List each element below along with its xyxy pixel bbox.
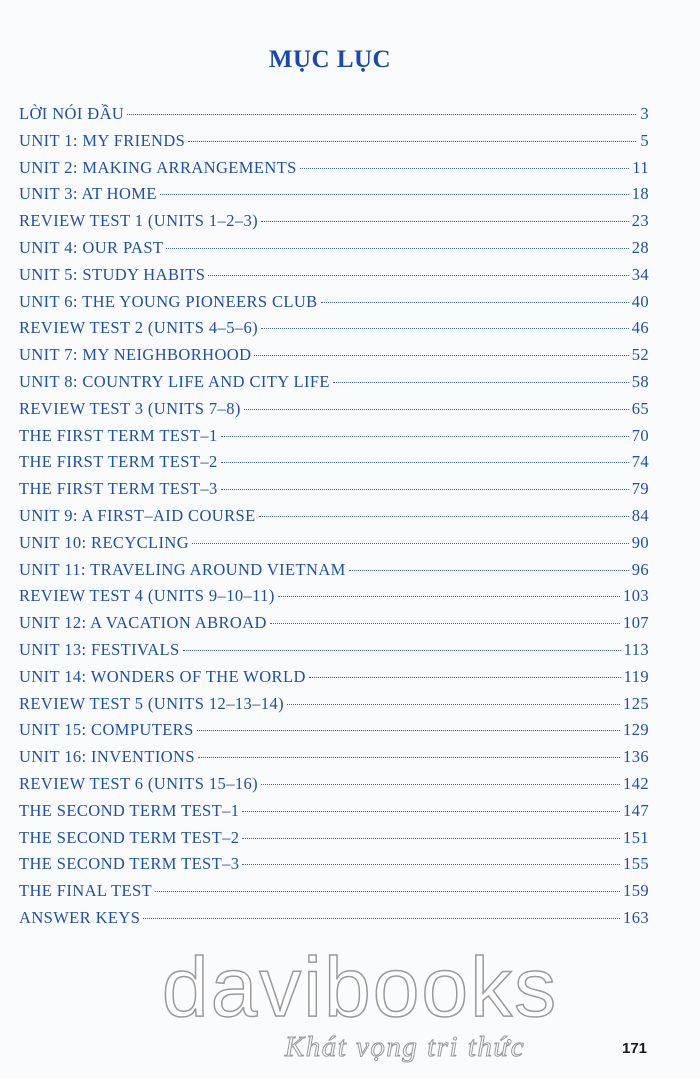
toc-entry (19, 720, 649, 747)
dot-leader (309, 677, 621, 678)
dot-leader (192, 543, 629, 544)
toc-entry-title: UNIT 10: RECYCLING (19, 532, 190, 552)
toc-entry-page-number: 147 (623, 800, 649, 820)
toc-entry (19, 318, 649, 345)
dot-leader (221, 436, 629, 437)
toc-entry-title: UNIT 5: STUDY HABITS (19, 264, 206, 284)
toc-entry (19, 479, 649, 506)
dot-leader (160, 194, 629, 195)
dot-leader (333, 382, 629, 383)
toc-entry-page-number: 52 (631, 345, 649, 365)
publisher-watermark (150, 940, 570, 1063)
dot-leader (244, 409, 629, 410)
page-number: 171 (622, 1040, 648, 1057)
dot-leader (155, 891, 620, 892)
dot-leader (261, 328, 629, 329)
toc-entry (19, 533, 649, 560)
toc-entry-page-number: 18 (631, 184, 649, 204)
toc-entry-page-number: 129 (623, 720, 649, 740)
toc-entry-page-number: 142 (623, 773, 649, 793)
toc-entry-title: UNIT 14: WONDERS OF THE WORLD (19, 666, 306, 686)
dot-leader (198, 757, 620, 758)
toc-entry-title: UNIT 2: MAKING ARRANGEMENTS (19, 157, 297, 177)
dot-leader (221, 489, 629, 490)
watermark-brand: davibooks (161, 940, 559, 1034)
toc-entry-title: THE SECOND TERM TEST–2 (19, 827, 240, 847)
dot-leader (242, 838, 620, 839)
toc-entry-title: LỜI NÓI ĐẦU (19, 104, 125, 123)
toc-entry-page-number: 3 (640, 104, 649, 123)
toc-entry-page-number: 40 (631, 291, 649, 311)
toc-entry-title: THE SECOND TERM TEST–3 (19, 854, 240, 874)
dot-leader (197, 730, 620, 731)
toc-entry-page-number: 107 (623, 613, 649, 633)
dot-leader (166, 248, 628, 249)
toc-entry-page-number: 46 (631, 318, 649, 338)
toc-entry-page-number: 34 (631, 264, 649, 284)
toc-entry-page-number: 23 (631, 211, 649, 231)
toc-entry (19, 747, 649, 774)
toc-entry-title: UNIT 16: INVENTIONS (19, 747, 195, 767)
toc-entry (19, 828, 649, 855)
toc-entry-page-number: 70 (631, 425, 649, 445)
toc-entry (19, 613, 649, 640)
toc-entry (19, 667, 649, 694)
toc-entry (19, 345, 649, 372)
toc-entry (19, 131, 649, 158)
toc-entry-title: REVIEW TEST 3 (UNITS 7–8) (19, 398, 241, 418)
toc-entry-title: UNIT 3: AT HOME (19, 184, 157, 204)
dot-leader (321, 302, 629, 303)
toc-entry (19, 104, 649, 131)
toc-entry (19, 452, 649, 479)
toc-entry-page-number: 151 (623, 827, 649, 847)
toc-entry (19, 399, 649, 426)
toc-entry-title: THE SECOND TERM TEST–1 (19, 800, 240, 820)
toc-entry (19, 238, 649, 265)
toc-entry-title: REVIEW TEST 1 (UNITS 1–2–3) (19, 211, 259, 231)
toc-entry-title: REVIEW TEST 5 (UNITS 12–13–14) (19, 693, 284, 713)
toc-entry-title: UNIT 7: MY NEIGHBORHOOD (19, 345, 252, 365)
dot-leader (208, 275, 628, 276)
toc-entry (19, 586, 649, 613)
toc-entry (19, 774, 649, 801)
dot-leader (242, 811, 620, 812)
toc-entry-title: THE FINAL TEST (19, 881, 153, 901)
toc-entry-page-number: 90 (631, 532, 649, 552)
toc-entry-page-number: 84 (631, 505, 649, 525)
toc-entry (19, 372, 649, 399)
dot-leader (300, 168, 630, 169)
toc-entry-title: UNIT 11: TRAVELING AROUND VIETNAM (19, 559, 346, 579)
toc-entry (19, 211, 649, 238)
toc-entry (19, 506, 649, 533)
toc-entry-page-number: 58 (631, 371, 649, 391)
dot-leader (278, 596, 620, 597)
toc-entry-title: UNIT 4: OUR PAST (19, 237, 164, 257)
toc-entry-page-number: 5 (640, 130, 649, 150)
dot-leader (188, 141, 636, 142)
toc-entry-title: THE FIRST TERM TEST–1 (19, 425, 218, 445)
toc-entry-page-number: 163 (623, 907, 649, 927)
dot-leader (127, 114, 636, 115)
toc-entry-page-number: 28 (631, 237, 649, 257)
toc-entry (19, 426, 649, 453)
toc-entry-title: UNIT 12: A VACATION ABROAD (19, 613, 267, 633)
toc-entry-page-number: 159 (623, 881, 649, 901)
toc-entry (19, 560, 649, 587)
toc-entry (19, 694, 649, 721)
dot-leader (261, 221, 629, 222)
toc-entry (19, 854, 649, 881)
toc-entry-page-number: 103 (623, 586, 649, 606)
toc-entry-page-number: 113 (623, 639, 649, 659)
table-of-contents (19, 104, 649, 935)
toc-entry-title: REVIEW TEST 2 (UNITS 4–5–6) (19, 318, 259, 338)
toc-entry-title: UNIT 8: COUNTRY LIFE AND CITY LIFE (19, 371, 330, 391)
toc-entry-page-number: 79 (631, 479, 649, 499)
watermark-slogan: Khát vọng tri thức (284, 1031, 526, 1063)
toc-entry (19, 265, 649, 292)
dot-leader (254, 355, 628, 356)
toc-entry-title: THE FIRST TERM TEST–2 (19, 452, 218, 472)
toc-entry-page-number: 65 (631, 398, 649, 418)
dot-leader (287, 704, 620, 705)
toc-entry (19, 640, 649, 667)
toc-entry-title: ANSWER KEYS (19, 907, 141, 927)
toc-entry-page-number: 136 (623, 747, 649, 767)
toc-entry-page-number: 74 (631, 452, 649, 472)
toc-entry (19, 292, 649, 319)
dot-leader (242, 864, 620, 865)
toc-entry-page-number: 125 (623, 693, 649, 713)
dot-leader (349, 570, 629, 571)
toc-entry (19, 184, 649, 211)
dot-leader (143, 918, 620, 919)
toc-entry-title: THE FIRST TERM TEST–3 (19, 479, 218, 499)
toc-entry-page-number: 11 (632, 157, 649, 177)
dot-leader (270, 623, 620, 624)
page-title: MỤC LỤC (268, 46, 392, 73)
toc-entry-title: REVIEW TEST 6 (UNITS 15–16) (19, 773, 259, 793)
toc-entry (19, 158, 649, 185)
toc-entry-title: UNIT 13: FESTIVALS (19, 639, 180, 659)
toc-entry-title: UNIT 15: COMPUTERS (19, 720, 194, 740)
dot-leader (183, 650, 621, 651)
toc-entry-page-number: 96 (631, 559, 649, 579)
toc-entry-title: UNIT 9: A FIRST–AID COURSE (19, 505, 256, 525)
dot-leader (259, 516, 629, 517)
toc-entry-page-number: 155 (623, 854, 649, 874)
toc-entry (19, 908, 649, 935)
toc-entry-title: UNIT 1: MY FRIENDS (19, 130, 186, 150)
toc-entry-title: UNIT 6: THE YOUNG PIONEERS CLUB (19, 291, 318, 311)
toc-entry-title: REVIEW TEST 4 (UNITS 9–10–11) (19, 586, 275, 606)
toc-entry-page-number: 119 (623, 666, 649, 686)
dot-leader (221, 462, 629, 463)
toc-entry (19, 881, 649, 908)
toc-entry (19, 801, 649, 828)
dot-leader (261, 784, 620, 785)
